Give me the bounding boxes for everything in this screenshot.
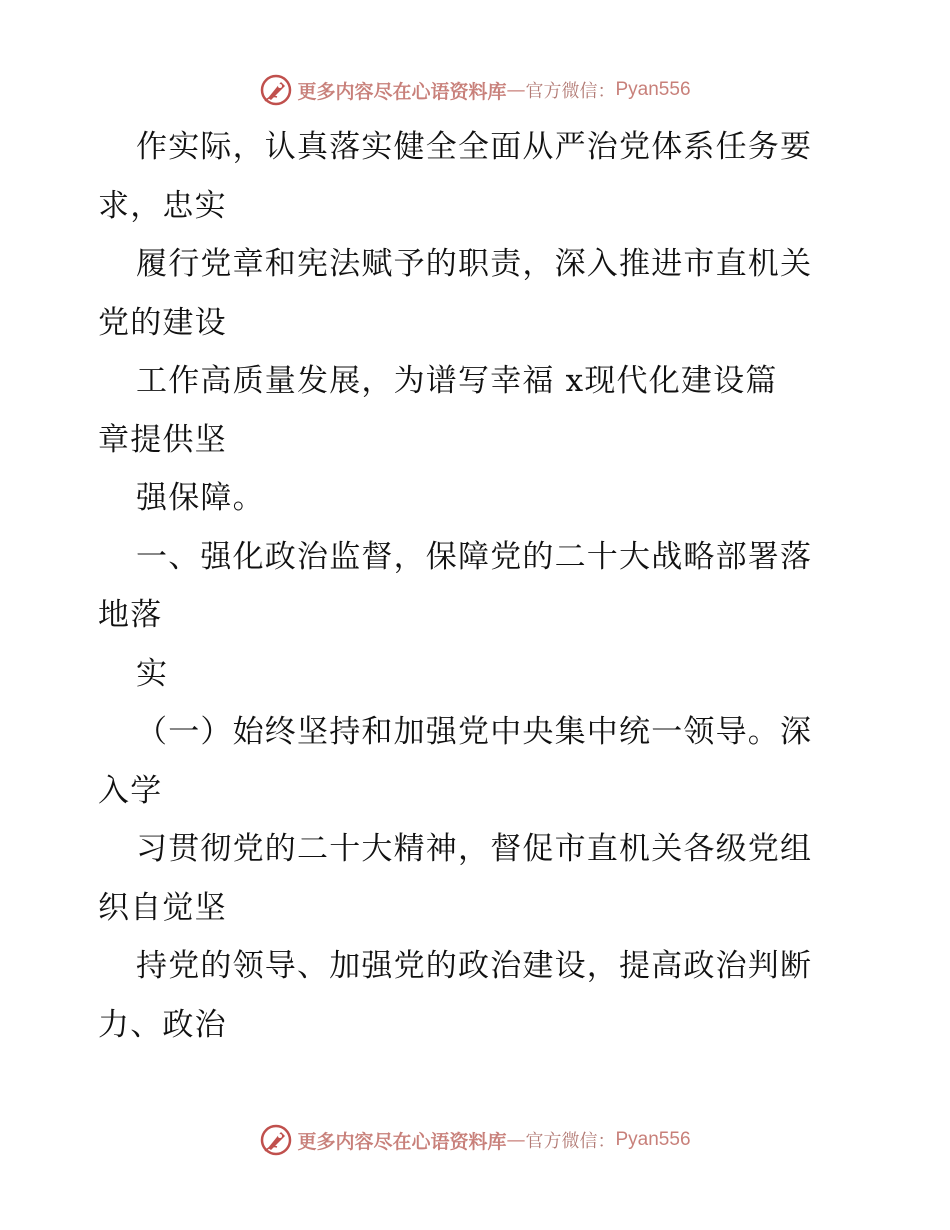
text-line: 求，忠实 bbox=[98, 187, 227, 224]
watermark-main-text: 更多内容尽在心语资料库 bbox=[297, 80, 507, 103]
pen-nib-logo-icon bbox=[259, 1123, 293, 1157]
watermark-separator: — bbox=[506, 79, 526, 101]
watermark-separator: — bbox=[506, 1129, 526, 1151]
text-line: 力、政治 bbox=[98, 1006, 227, 1043]
page-header-watermark bbox=[0, 70, 950, 110]
page-footer-watermark bbox=[0, 1120, 950, 1160]
watermark-sub-text: 官方微信： bbox=[525, 81, 616, 102]
text-line: 入学 bbox=[98, 772, 163, 809]
text-line: 章提供坚 bbox=[98, 421, 227, 458]
watermark-main-text: 更多内容尽在心语资料库 bbox=[297, 1130, 507, 1153]
text-line: 一、强化政治监督，保障党的二十大战略部署落 bbox=[136, 538, 813, 575]
text-line: 履行党章和宪法赋予的职责，深入推进市直机关 bbox=[136, 246, 813, 282]
watermark-sub-text: 官方微信： bbox=[525, 1131, 616, 1152]
text-line: 地落 bbox=[98, 597, 163, 633]
pen-nib-logo-icon bbox=[259, 73, 293, 107]
text-line: （一）始终坚持和加强党中央集中统一领导。深 bbox=[136, 714, 813, 750]
text-line: 工作高质量发展，为谱写幸福 x现代化建设篇 bbox=[136, 363, 778, 399]
text-line: 强保障。 bbox=[136, 480, 265, 516]
text-line: 实 bbox=[136, 655, 169, 692]
text-line: 持党的领导、加强党的政治建设，提高政治判断 bbox=[136, 948, 813, 984]
text-line: 作实际，认真落实健全全面从严治党体系任务要 bbox=[136, 129, 813, 165]
text-line: 织自觉坚 bbox=[98, 889, 227, 926]
text-line: 习贯彻党的二十大精神，督促市直机关各级党组 bbox=[136, 831, 813, 867]
watermark-id: Pyan556 bbox=[615, 1129, 691, 1150]
document-body bbox=[98, 118, 858, 1054]
watermark-id: Pyan556 bbox=[615, 79, 691, 100]
text-line: 党的建设 bbox=[98, 304, 227, 341]
